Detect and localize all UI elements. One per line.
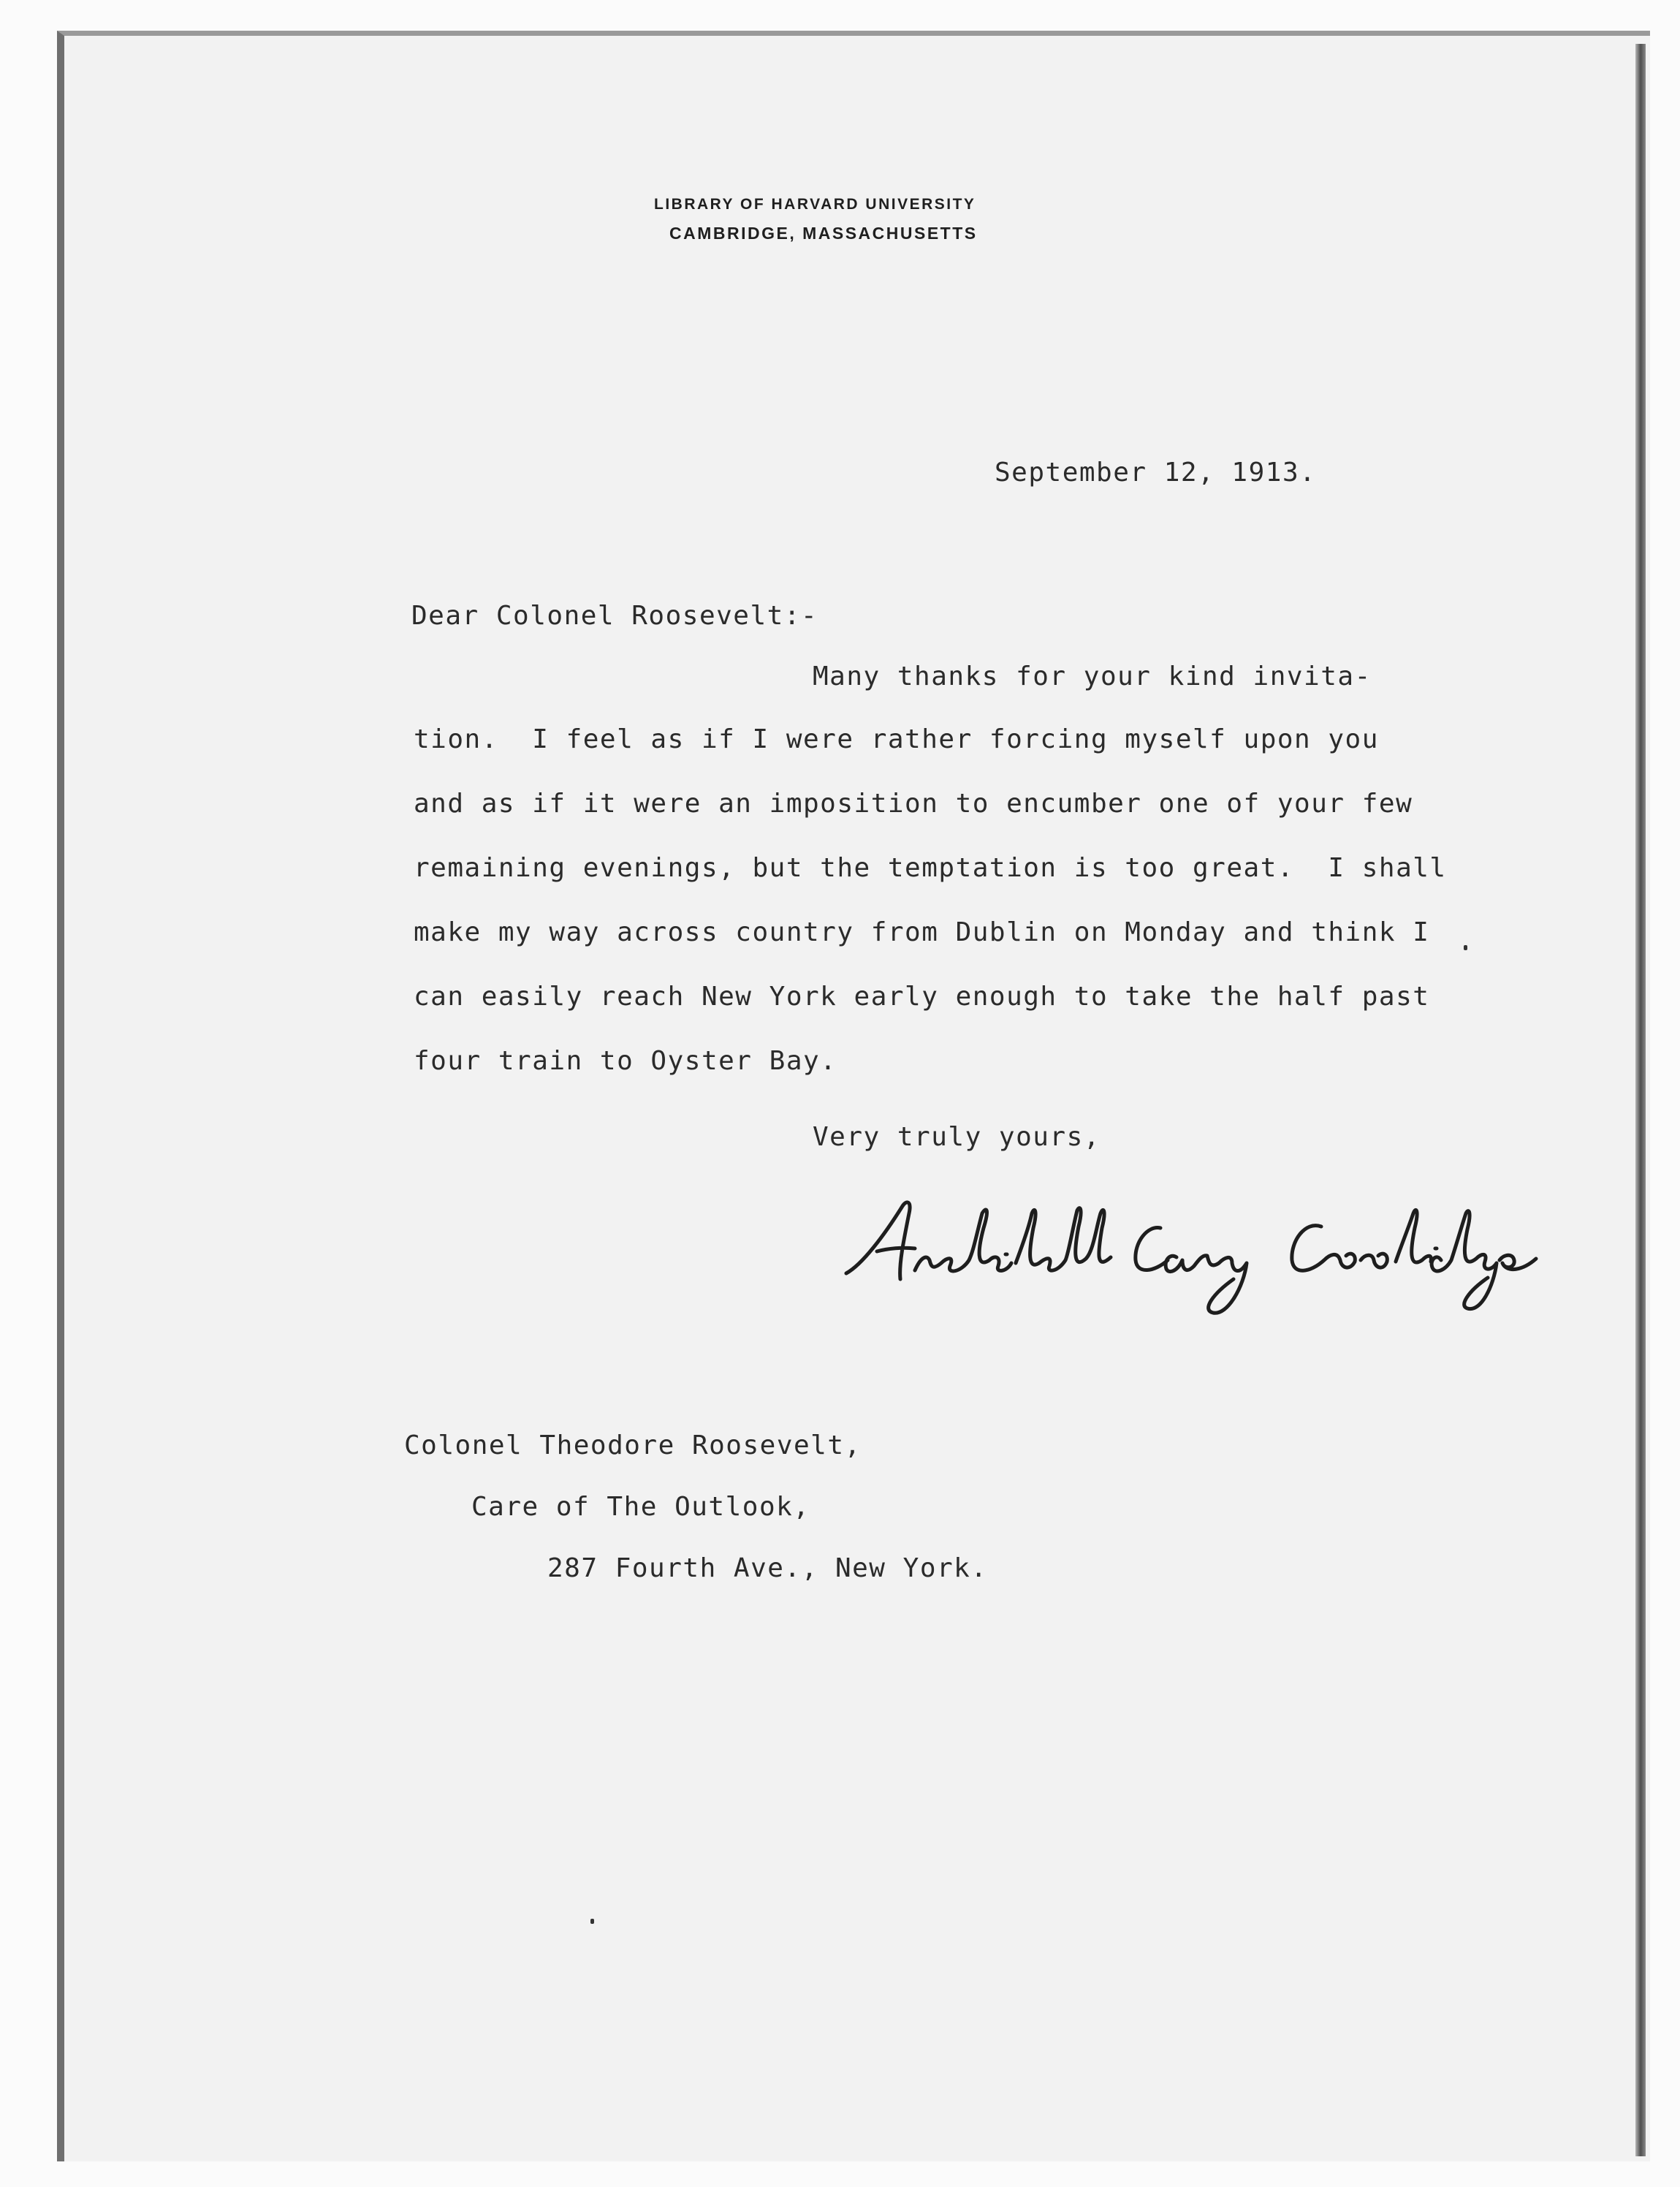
letterhead-location: CAMBRIDGE, MASSACHUSETTS <box>669 224 978 243</box>
letter-date: September 12, 1913. <box>995 458 1317 488</box>
body-line-3: and as if it were an imposition to encumber one of your few <box>414 789 1413 819</box>
body-line-7: four train to Oyster Bay. <box>414 1046 837 1076</box>
letterhead <box>654 196 978 243</box>
body-line-4: remaining evenings, but the temptation is too great. I shall <box>414 853 1447 883</box>
salutation: Dear Colonel Roosevelt:- <box>411 601 818 631</box>
recipient-line-3: 287 Fourth Ave., New York. <box>547 1553 988 1583</box>
body-line-6: can easily reach New York early enough to take the half past <box>414 982 1430 1012</box>
recipient-line-2: Care of The Outlook, <box>471 1492 810 1522</box>
body-line-1: Many thanks for your kind invita- <box>813 662 1372 691</box>
handwritten-signature <box>833 1184 1557 1323</box>
letterhead-institution: LIBRARY OF HARVARD UNIVERSITY <box>654 196 976 213</box>
letter-sheet <box>57 31 1650 2161</box>
closing: Very truly yours, <box>813 1122 1101 1152</box>
paper-speck <box>590 1919 594 1924</box>
recipient-line-1: Colonel Theodore Roosevelt, <box>404 1430 862 1460</box>
page-edge-shadow <box>1635 44 1646 2156</box>
body-line-5: make my way across country from Dublin on Monday and think I <box>414 917 1430 947</box>
body-line-2: tion. I feel as if I were rather forcing myself upon you <box>414 724 1379 754</box>
paper-speck <box>1464 945 1467 950</box>
